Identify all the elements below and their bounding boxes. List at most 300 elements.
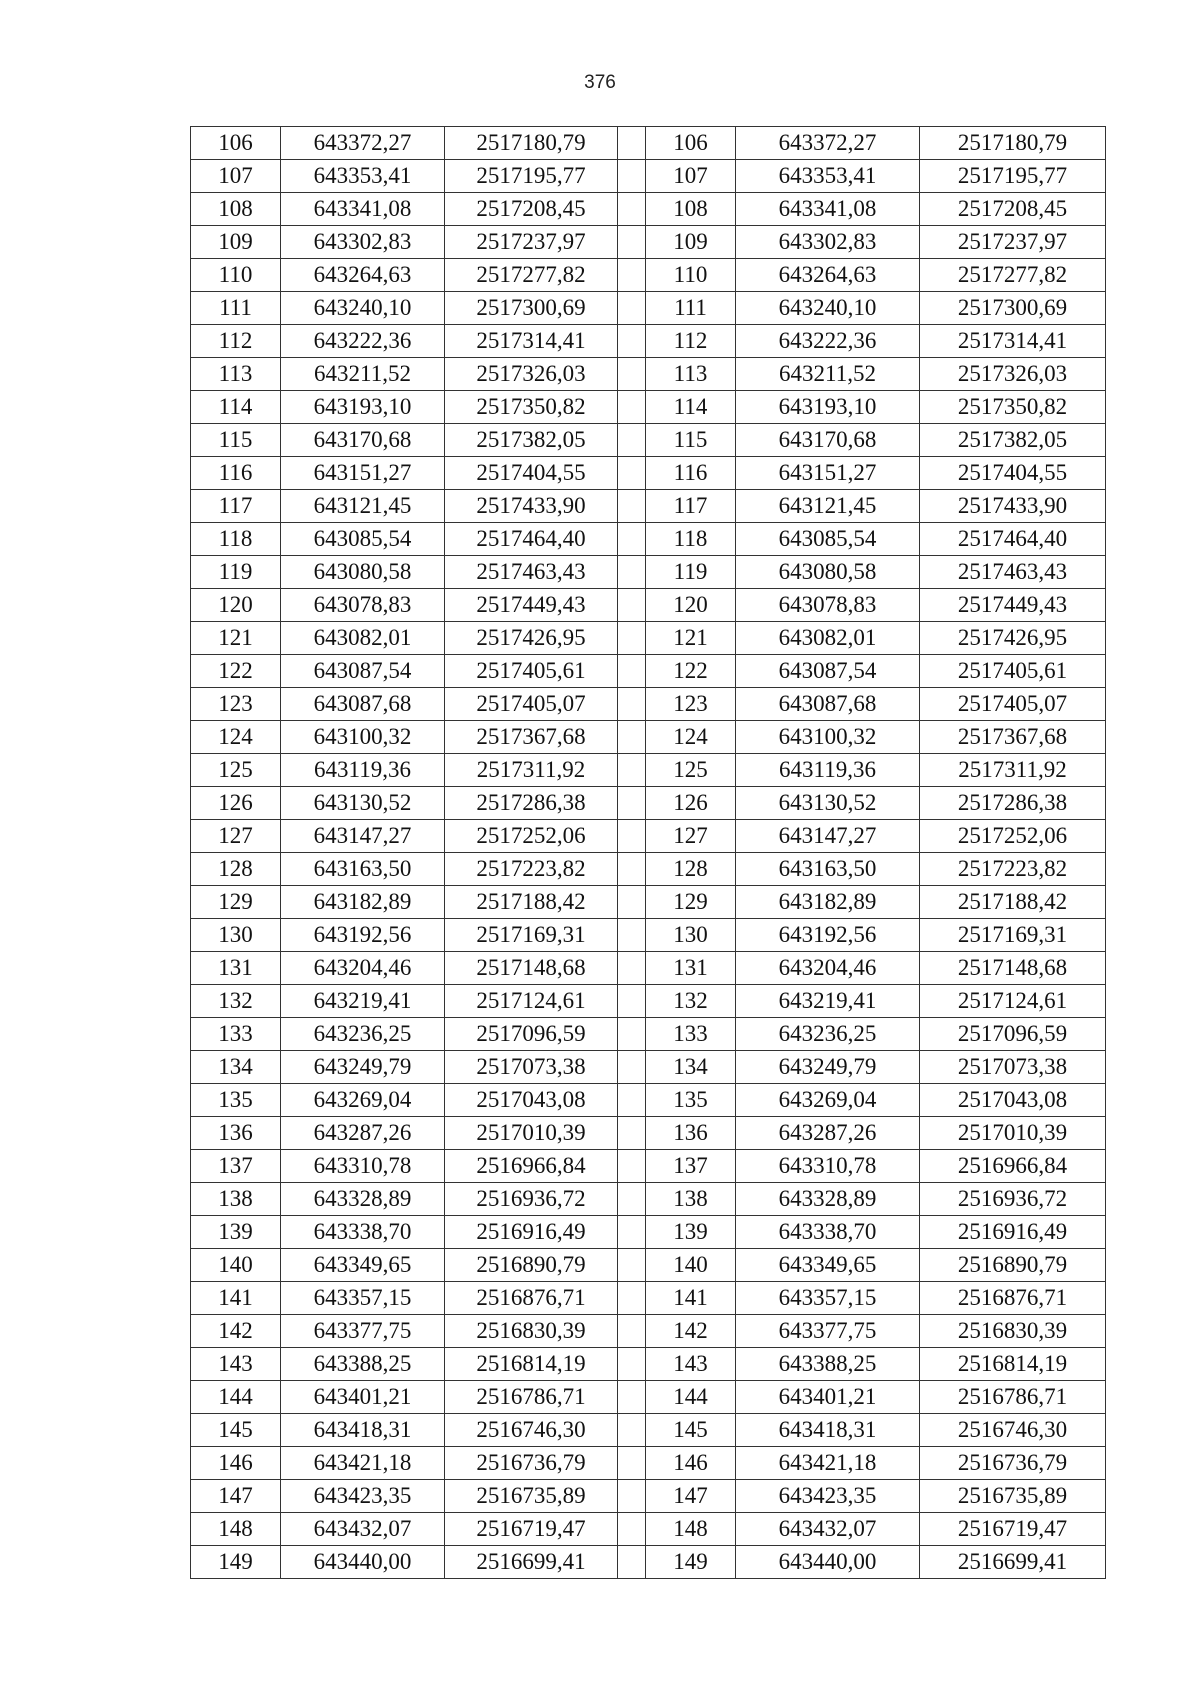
right-point-number: 111 <box>646 292 736 325</box>
right-y-coordinate: 2517096,59 <box>920 1018 1106 1051</box>
left-x-coordinate: 643087,68 <box>281 688 445 721</box>
left-point-number: 148 <box>191 1513 281 1546</box>
right-x-coordinate: 643204,46 <box>736 952 920 985</box>
left-point-number: 138 <box>191 1183 281 1216</box>
left-x-coordinate: 643222,36 <box>281 325 445 358</box>
left-x-coordinate: 643121,45 <box>281 490 445 523</box>
left-point-number: 108 <box>191 193 281 226</box>
table-row <box>191 127 1106 160</box>
left-y-coordinate: 2517148,68 <box>445 952 618 985</box>
right-y-coordinate: 2517208,45 <box>920 193 1106 226</box>
right-y-coordinate: 2516736,79 <box>920 1447 1106 1480</box>
empty-separator-cell <box>618 919 646 952</box>
left-x-coordinate: 643130,52 <box>281 787 445 820</box>
left-y-coordinate: 2517311,92 <box>445 754 618 787</box>
left-point-number: 133 <box>191 1018 281 1051</box>
left-y-coordinate: 2517043,08 <box>445 1084 618 1117</box>
right-point-number: 119 <box>646 556 736 589</box>
table-row <box>191 490 1106 523</box>
right-point-number: 144 <box>646 1381 736 1414</box>
left-y-coordinate: 2517463,43 <box>445 556 618 589</box>
right-point-number: 110 <box>646 259 736 292</box>
right-point-number: 116 <box>646 457 736 490</box>
left-y-coordinate: 2516719,47 <box>445 1513 618 1546</box>
right-x-coordinate: 643341,08 <box>736 193 920 226</box>
right-point-number: 146 <box>646 1447 736 1480</box>
left-point-number: 111 <box>191 292 281 325</box>
empty-separator-cell <box>618 1183 646 1216</box>
empty-separator-cell <box>618 292 646 325</box>
left-point-number: 130 <box>191 919 281 952</box>
empty-separator-cell <box>618 1480 646 1513</box>
table-row <box>191 1282 1106 1315</box>
table-row <box>191 1051 1106 1084</box>
right-y-coordinate: 2517277,82 <box>920 259 1106 292</box>
left-point-number: 142 <box>191 1315 281 1348</box>
right-y-coordinate: 2517405,07 <box>920 688 1106 721</box>
right-y-coordinate: 2517449,43 <box>920 589 1106 622</box>
right-point-number: 109 <box>646 226 736 259</box>
empty-separator-cell <box>618 1315 646 1348</box>
left-y-coordinate: 2517405,61 <box>445 655 618 688</box>
table-row <box>191 655 1106 688</box>
empty-separator-cell <box>618 391 646 424</box>
left-y-coordinate: 2516966,84 <box>445 1150 618 1183</box>
right-y-coordinate: 2517010,39 <box>920 1117 1106 1150</box>
left-y-coordinate: 2517277,82 <box>445 259 618 292</box>
left-y-coordinate: 2517237,97 <box>445 226 618 259</box>
empty-separator-cell <box>618 226 646 259</box>
left-point-number: 131 <box>191 952 281 985</box>
left-point-number: 112 <box>191 325 281 358</box>
right-point-number: 148 <box>646 1513 736 1546</box>
right-y-coordinate: 2517124,61 <box>920 985 1106 1018</box>
table-row <box>191 457 1106 490</box>
right-point-number: 117 <box>646 490 736 523</box>
right-y-coordinate: 2516830,39 <box>920 1315 1106 1348</box>
left-x-coordinate: 643151,27 <box>281 457 445 490</box>
left-point-number: 124 <box>191 721 281 754</box>
coordinates-table-body <box>191 127 1106 1579</box>
left-x-coordinate: 643211,52 <box>281 358 445 391</box>
right-x-coordinate: 643421,18 <box>736 1447 920 1480</box>
right-y-coordinate: 2517286,38 <box>920 787 1106 820</box>
empty-separator-cell <box>618 1249 646 1282</box>
right-y-coordinate: 2517464,40 <box>920 523 1106 556</box>
table-row <box>191 358 1106 391</box>
right-point-number: 112 <box>646 325 736 358</box>
empty-separator-cell <box>618 1084 646 1117</box>
right-y-coordinate: 2517195,77 <box>920 160 1106 193</box>
empty-separator-cell <box>618 1381 646 1414</box>
left-y-coordinate: 2516890,79 <box>445 1249 618 1282</box>
right-point-number: 115 <box>646 424 736 457</box>
right-point-number: 147 <box>646 1480 736 1513</box>
right-point-number: 108 <box>646 193 736 226</box>
right-point-number: 130 <box>646 919 736 952</box>
left-x-coordinate: 643328,89 <box>281 1183 445 1216</box>
right-point-number: 137 <box>646 1150 736 1183</box>
empty-separator-cell <box>618 787 646 820</box>
right-x-coordinate: 643310,78 <box>736 1150 920 1183</box>
empty-separator-cell <box>618 457 646 490</box>
empty-separator-cell <box>618 589 646 622</box>
table-row <box>191 1513 1106 1546</box>
table-row <box>191 523 1106 556</box>
right-x-coordinate: 643147,27 <box>736 820 920 853</box>
left-x-coordinate: 643236,25 <box>281 1018 445 1051</box>
right-y-coordinate: 2516966,84 <box>920 1150 1106 1183</box>
right-point-number: 114 <box>646 391 736 424</box>
right-x-coordinate: 643269,04 <box>736 1084 920 1117</box>
left-x-coordinate: 643170,68 <box>281 424 445 457</box>
right-y-coordinate: 2516936,72 <box>920 1183 1106 1216</box>
left-x-coordinate: 643078,83 <box>281 589 445 622</box>
left-x-coordinate: 643240,10 <box>281 292 445 325</box>
table-row <box>191 820 1106 853</box>
right-point-number: 120 <box>646 589 736 622</box>
left-x-coordinate: 643085,54 <box>281 523 445 556</box>
left-point-number: 106 <box>191 127 281 160</box>
left-y-coordinate: 2517188,42 <box>445 886 618 919</box>
right-y-coordinate: 2517073,38 <box>920 1051 1106 1084</box>
left-y-coordinate: 2517010,39 <box>445 1117 618 1150</box>
empty-separator-cell <box>618 1348 646 1381</box>
left-point-number: 110 <box>191 259 281 292</box>
right-y-coordinate: 2517326,03 <box>920 358 1106 391</box>
empty-separator-cell <box>618 1546 646 1579</box>
left-point-number: 115 <box>191 424 281 457</box>
right-y-coordinate: 2517433,90 <box>920 490 1106 523</box>
right-x-coordinate: 643119,36 <box>736 754 920 787</box>
left-point-number: 140 <box>191 1249 281 1282</box>
left-point-number: 118 <box>191 523 281 556</box>
left-point-number: 147 <box>191 1480 281 1513</box>
left-y-coordinate: 2516916,49 <box>445 1216 618 1249</box>
empty-separator-cell <box>618 721 646 754</box>
left-y-coordinate: 2517404,55 <box>445 457 618 490</box>
table-row <box>191 1348 1106 1381</box>
table-row <box>191 1018 1106 1051</box>
table-row <box>191 1480 1106 1513</box>
left-y-coordinate: 2517223,82 <box>445 853 618 886</box>
right-x-coordinate: 643087,54 <box>736 655 920 688</box>
table-row <box>191 193 1106 226</box>
left-point-number: 107 <box>191 160 281 193</box>
left-x-coordinate: 643082,01 <box>281 622 445 655</box>
right-x-coordinate: 643163,50 <box>736 853 920 886</box>
left-y-coordinate: 2516876,71 <box>445 1282 618 1315</box>
right-y-coordinate: 2517404,55 <box>920 457 1106 490</box>
left-y-coordinate: 2517449,43 <box>445 589 618 622</box>
right-x-coordinate: 643151,27 <box>736 457 920 490</box>
left-x-coordinate: 643204,46 <box>281 952 445 985</box>
table-row <box>191 688 1106 721</box>
right-y-coordinate: 2517405,61 <box>920 655 1106 688</box>
left-point-number: 137 <box>191 1150 281 1183</box>
empty-separator-cell <box>618 952 646 985</box>
right-x-coordinate: 643388,25 <box>736 1348 920 1381</box>
right-x-coordinate: 643377,75 <box>736 1315 920 1348</box>
right-point-number: 140 <box>646 1249 736 1282</box>
empty-separator-cell <box>618 127 646 160</box>
right-point-number: 106 <box>646 127 736 160</box>
left-point-number: 127 <box>191 820 281 853</box>
right-point-number: 124 <box>646 721 736 754</box>
right-point-number: 131 <box>646 952 736 985</box>
right-y-coordinate: 2516890,79 <box>920 1249 1106 1282</box>
empty-separator-cell <box>618 1216 646 1249</box>
left-y-coordinate: 2517124,61 <box>445 985 618 1018</box>
left-point-number: 113 <box>191 358 281 391</box>
left-x-coordinate: 643302,83 <box>281 226 445 259</box>
left-point-number: 135 <box>191 1084 281 1117</box>
right-y-coordinate: 2516876,71 <box>920 1282 1106 1315</box>
table-row <box>191 1414 1106 1447</box>
left-point-number: 117 <box>191 490 281 523</box>
left-x-coordinate: 643418,31 <box>281 1414 445 1447</box>
left-x-coordinate: 643377,75 <box>281 1315 445 1348</box>
left-point-number: 120 <box>191 589 281 622</box>
left-point-number: 129 <box>191 886 281 919</box>
right-x-coordinate: 643193,10 <box>736 391 920 424</box>
table-row <box>191 622 1106 655</box>
table-row <box>191 754 1106 787</box>
right-point-number: 113 <box>646 358 736 391</box>
table-row <box>191 1183 1106 1216</box>
right-x-coordinate: 643372,27 <box>736 127 920 160</box>
right-point-number: 142 <box>646 1315 736 1348</box>
right-point-number: 107 <box>646 160 736 193</box>
left-x-coordinate: 643357,15 <box>281 1282 445 1315</box>
table-row <box>191 325 1106 358</box>
right-point-number: 136 <box>646 1117 736 1150</box>
empty-separator-cell <box>618 1150 646 1183</box>
right-x-coordinate: 643353,41 <box>736 160 920 193</box>
right-x-coordinate: 643087,68 <box>736 688 920 721</box>
right-x-coordinate: 643240,10 <box>736 292 920 325</box>
left-x-coordinate: 643087,54 <box>281 655 445 688</box>
left-point-number: 126 <box>191 787 281 820</box>
right-y-coordinate: 2517367,68 <box>920 721 1106 754</box>
right-point-number: 138 <box>646 1183 736 1216</box>
right-y-coordinate: 2517252,06 <box>920 820 1106 853</box>
right-y-coordinate: 2516916,49 <box>920 1216 1106 1249</box>
right-x-coordinate: 643222,36 <box>736 325 920 358</box>
left-point-number: 123 <box>191 688 281 721</box>
left-x-coordinate: 643163,50 <box>281 853 445 886</box>
left-y-coordinate: 2517326,03 <box>445 358 618 391</box>
empty-separator-cell <box>618 490 646 523</box>
left-point-number: 132 <box>191 985 281 1018</box>
right-x-coordinate: 643219,41 <box>736 985 920 1018</box>
right-point-number: 121 <box>646 622 736 655</box>
empty-separator-cell <box>618 754 646 787</box>
left-x-coordinate: 643147,27 <box>281 820 445 853</box>
left-y-coordinate: 2516830,39 <box>445 1315 618 1348</box>
right-x-coordinate: 643432,07 <box>736 1513 920 1546</box>
left-point-number: 136 <box>191 1117 281 1150</box>
right-point-number: 125 <box>646 754 736 787</box>
right-x-coordinate: 643338,70 <box>736 1216 920 1249</box>
left-x-coordinate: 643341,08 <box>281 193 445 226</box>
right-x-coordinate: 643082,01 <box>736 622 920 655</box>
table-row <box>191 1249 1106 1282</box>
left-point-number: 116 <box>191 457 281 490</box>
left-y-coordinate: 2517426,95 <box>445 622 618 655</box>
right-x-coordinate: 643192,56 <box>736 919 920 952</box>
table-row <box>191 919 1106 952</box>
table-row <box>191 589 1106 622</box>
table-row <box>191 787 1106 820</box>
right-x-coordinate: 643130,52 <box>736 787 920 820</box>
left-point-number: 119 <box>191 556 281 589</box>
table-row <box>191 259 1106 292</box>
right-x-coordinate: 643423,35 <box>736 1480 920 1513</box>
table-row <box>191 721 1106 754</box>
right-y-coordinate: 2516735,89 <box>920 1480 1106 1513</box>
right-point-number: 132 <box>646 985 736 1018</box>
right-y-coordinate: 2516719,47 <box>920 1513 1106 1546</box>
right-point-number: 122 <box>646 655 736 688</box>
right-point-number: 123 <box>646 688 736 721</box>
left-y-coordinate: 2517096,59 <box>445 1018 618 1051</box>
right-x-coordinate: 643236,25 <box>736 1018 920 1051</box>
left-x-coordinate: 643287,26 <box>281 1117 445 1150</box>
right-x-coordinate: 643211,52 <box>736 358 920 391</box>
table-row <box>191 1084 1106 1117</box>
empty-separator-cell <box>618 1513 646 1546</box>
left-point-number: 146 <box>191 1447 281 1480</box>
empty-separator-cell <box>618 1117 646 1150</box>
right-point-number: 128 <box>646 853 736 886</box>
right-y-coordinate: 2516699,41 <box>920 1546 1106 1579</box>
empty-separator-cell <box>618 193 646 226</box>
left-point-number: 144 <box>191 1381 281 1414</box>
left-x-coordinate: 643100,32 <box>281 721 445 754</box>
coordinates-table <box>190 126 1106 1579</box>
left-point-number: 143 <box>191 1348 281 1381</box>
left-y-coordinate: 2517208,45 <box>445 193 618 226</box>
right-y-coordinate: 2517169,31 <box>920 919 1106 952</box>
table-row <box>191 853 1106 886</box>
left-point-number: 121 <box>191 622 281 655</box>
left-x-coordinate: 643349,65 <box>281 1249 445 1282</box>
left-y-coordinate: 2516814,19 <box>445 1348 618 1381</box>
left-x-coordinate: 643192,56 <box>281 919 445 952</box>
table-row <box>191 556 1106 589</box>
empty-separator-cell <box>618 556 646 589</box>
left-point-number: 141 <box>191 1282 281 1315</box>
left-x-coordinate: 643249,79 <box>281 1051 445 1084</box>
right-y-coordinate: 2517350,82 <box>920 391 1106 424</box>
table-row <box>191 292 1106 325</box>
left-point-number: 145 <box>191 1414 281 1447</box>
right-y-coordinate: 2517300,69 <box>920 292 1106 325</box>
right-x-coordinate: 643401,21 <box>736 1381 920 1414</box>
left-x-coordinate: 643388,25 <box>281 1348 445 1381</box>
empty-separator-cell <box>618 655 646 688</box>
left-x-coordinate: 643080,58 <box>281 556 445 589</box>
left-x-coordinate: 643423,35 <box>281 1480 445 1513</box>
right-y-coordinate: 2517180,79 <box>920 127 1106 160</box>
right-point-number: 134 <box>646 1051 736 1084</box>
right-x-coordinate: 643121,45 <box>736 490 920 523</box>
right-y-coordinate: 2517382,05 <box>920 424 1106 457</box>
left-y-coordinate: 2517073,38 <box>445 1051 618 1084</box>
table-row <box>191 886 1106 919</box>
table-row <box>191 1117 1106 1150</box>
right-point-number: 149 <box>646 1546 736 1579</box>
left-y-coordinate: 2517252,06 <box>445 820 618 853</box>
left-x-coordinate: 643269,04 <box>281 1084 445 1117</box>
left-x-coordinate: 643421,18 <box>281 1447 445 1480</box>
left-point-number: 114 <box>191 391 281 424</box>
right-point-number: 129 <box>646 886 736 919</box>
left-x-coordinate: 643353,41 <box>281 160 445 193</box>
right-x-coordinate: 643100,32 <box>736 721 920 754</box>
right-x-coordinate: 643349,65 <box>736 1249 920 1282</box>
table-row <box>191 1315 1106 1348</box>
right-x-coordinate: 643078,83 <box>736 589 920 622</box>
left-point-number: 109 <box>191 226 281 259</box>
right-x-coordinate: 643264,63 <box>736 259 920 292</box>
right-x-coordinate: 643182,89 <box>736 886 920 919</box>
left-y-coordinate: 2517195,77 <box>445 160 618 193</box>
table-row <box>191 1546 1106 1579</box>
left-y-coordinate: 2517286,38 <box>445 787 618 820</box>
empty-separator-cell <box>618 160 646 193</box>
right-point-number: 133 <box>646 1018 736 1051</box>
empty-separator-cell <box>618 1018 646 1051</box>
right-y-coordinate: 2516814,19 <box>920 1348 1106 1381</box>
left-y-coordinate: 2516936,72 <box>445 1183 618 1216</box>
left-point-number: 125 <box>191 754 281 787</box>
right-y-coordinate: 2516786,71 <box>920 1381 1106 1414</box>
right-point-number: 118 <box>646 523 736 556</box>
left-y-coordinate: 2516699,41 <box>445 1546 618 1579</box>
table-row <box>191 1381 1106 1414</box>
right-point-number: 135 <box>646 1084 736 1117</box>
left-x-coordinate: 643219,41 <box>281 985 445 1018</box>
table-row <box>191 391 1106 424</box>
left-x-coordinate: 643119,36 <box>281 754 445 787</box>
left-y-coordinate: 2516735,89 <box>445 1480 618 1513</box>
left-x-coordinate: 643338,70 <box>281 1216 445 1249</box>
left-x-coordinate: 643310,78 <box>281 1150 445 1183</box>
empty-separator-cell <box>618 424 646 457</box>
right-y-coordinate: 2516746,30 <box>920 1414 1106 1447</box>
right-y-coordinate: 2517311,92 <box>920 754 1106 787</box>
left-x-coordinate: 643193,10 <box>281 391 445 424</box>
right-x-coordinate: 643170,68 <box>736 424 920 457</box>
left-x-coordinate: 643401,21 <box>281 1381 445 1414</box>
left-x-coordinate: 643182,89 <box>281 886 445 919</box>
left-y-coordinate: 2517169,31 <box>445 919 618 952</box>
right-x-coordinate: 643249,79 <box>736 1051 920 1084</box>
table-row <box>191 985 1106 1018</box>
empty-separator-cell <box>618 259 646 292</box>
right-y-coordinate: 2517043,08 <box>920 1084 1106 1117</box>
left-x-coordinate: 643440,00 <box>281 1546 445 1579</box>
right-point-number: 145 <box>646 1414 736 1447</box>
right-x-coordinate: 643440,00 <box>736 1546 920 1579</box>
left-y-coordinate: 2516736,79 <box>445 1447 618 1480</box>
table-row <box>191 1447 1106 1480</box>
page-number: 376 <box>584 72 616 93</box>
left-y-coordinate: 2517464,40 <box>445 523 618 556</box>
right-x-coordinate: 643080,58 <box>736 556 920 589</box>
